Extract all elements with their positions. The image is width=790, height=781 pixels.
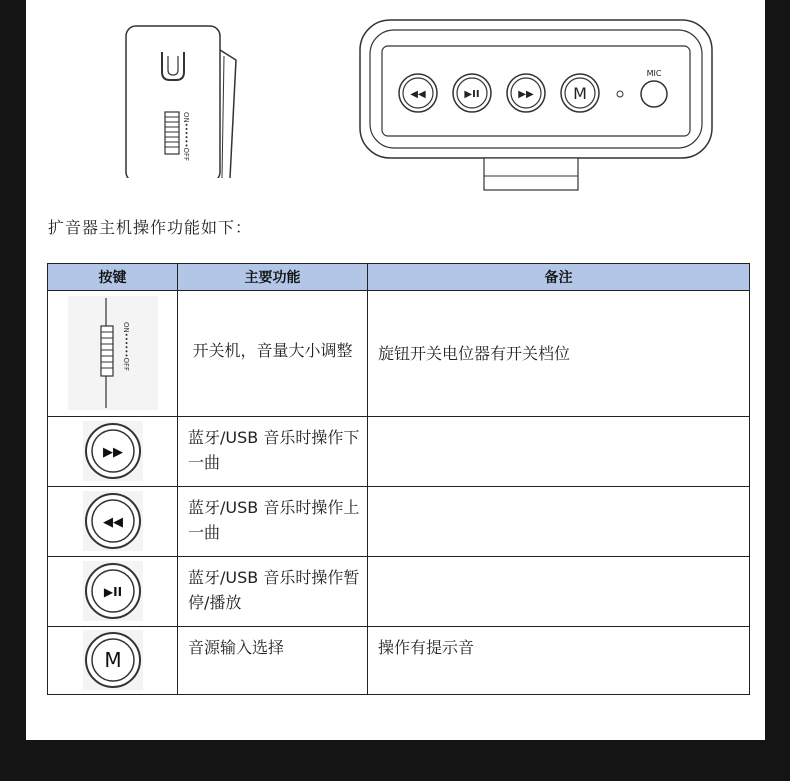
play-pause-icon <box>83 561 143 621</box>
function-cell: 蓝牙/USB 音乐时操作上一曲 <box>188 498 360 542</box>
front-play-pause-button <box>453 74 491 112</box>
function-cell: 开关机，音量大小调整 <box>192 341 353 360</box>
device-side-view <box>118 20 248 182</box>
svg-text:▶▶: ▶▶ <box>102 445 123 460</box>
svg-text:M: M <box>103 648 122 672</box>
table-header-row <box>48 264 750 291</box>
mode-m-icon <box>83 630 143 690</box>
intro-text: 扩音器主机操作功能如下： <box>48 218 253 237</box>
table-row <box>48 627 750 695</box>
function-cell: 音源输入选择 <box>188 638 285 657</box>
note-cell: 操作有提示音 <box>378 638 475 657</box>
svg-text:◀◀: ◀◀ <box>102 515 123 530</box>
table-row <box>48 557 750 627</box>
manual-page <box>26 0 765 740</box>
table-row <box>48 417 750 487</box>
function-cell: 蓝牙/USB 音乐时操作暂停/播放 <box>188 568 360 612</box>
mic-label: MIC <box>646 69 662 78</box>
svg-text:M: M <box>573 84 587 103</box>
table-row <box>48 291 750 417</box>
front-mode-button <box>561 74 599 112</box>
header-note: 备注 <box>368 264 750 291</box>
table-row <box>48 487 750 557</box>
knob-icon <box>68 296 158 410</box>
svg-text:▶▶: ▶▶ <box>518 89 534 100</box>
indicator-led <box>617 91 623 97</box>
device-front-view <box>356 16 716 192</box>
function-cell: 蓝牙/USB 音乐时操作下一曲 <box>188 428 360 472</box>
front-next-button <box>507 74 545 112</box>
note-cell <box>368 417 749 425</box>
function-table <box>47 263 750 695</box>
note-cell <box>368 487 749 495</box>
note-cell <box>368 557 749 565</box>
svg-text:▶II: ▶II <box>464 89 480 100</box>
header-key: 按键 <box>48 264 178 291</box>
front-previous-button <box>399 74 437 112</box>
svg-text:ON••••••OFF: ON••••••OFF <box>121 322 130 372</box>
note-cell: 旋钮开关电位器有开关档位 <box>378 344 571 363</box>
header-function: 主要功能 <box>178 264 368 291</box>
mic-jack <box>641 81 667 107</box>
next-track-icon <box>83 421 143 481</box>
side-knob-label: ON••••••OFF <box>182 112 190 162</box>
svg-text:▶II: ▶II <box>103 585 122 599</box>
svg-text:◀◀: ◀◀ <box>410 89 426 100</box>
side-knob <box>165 112 179 154</box>
previous-track-icon <box>83 491 143 551</box>
